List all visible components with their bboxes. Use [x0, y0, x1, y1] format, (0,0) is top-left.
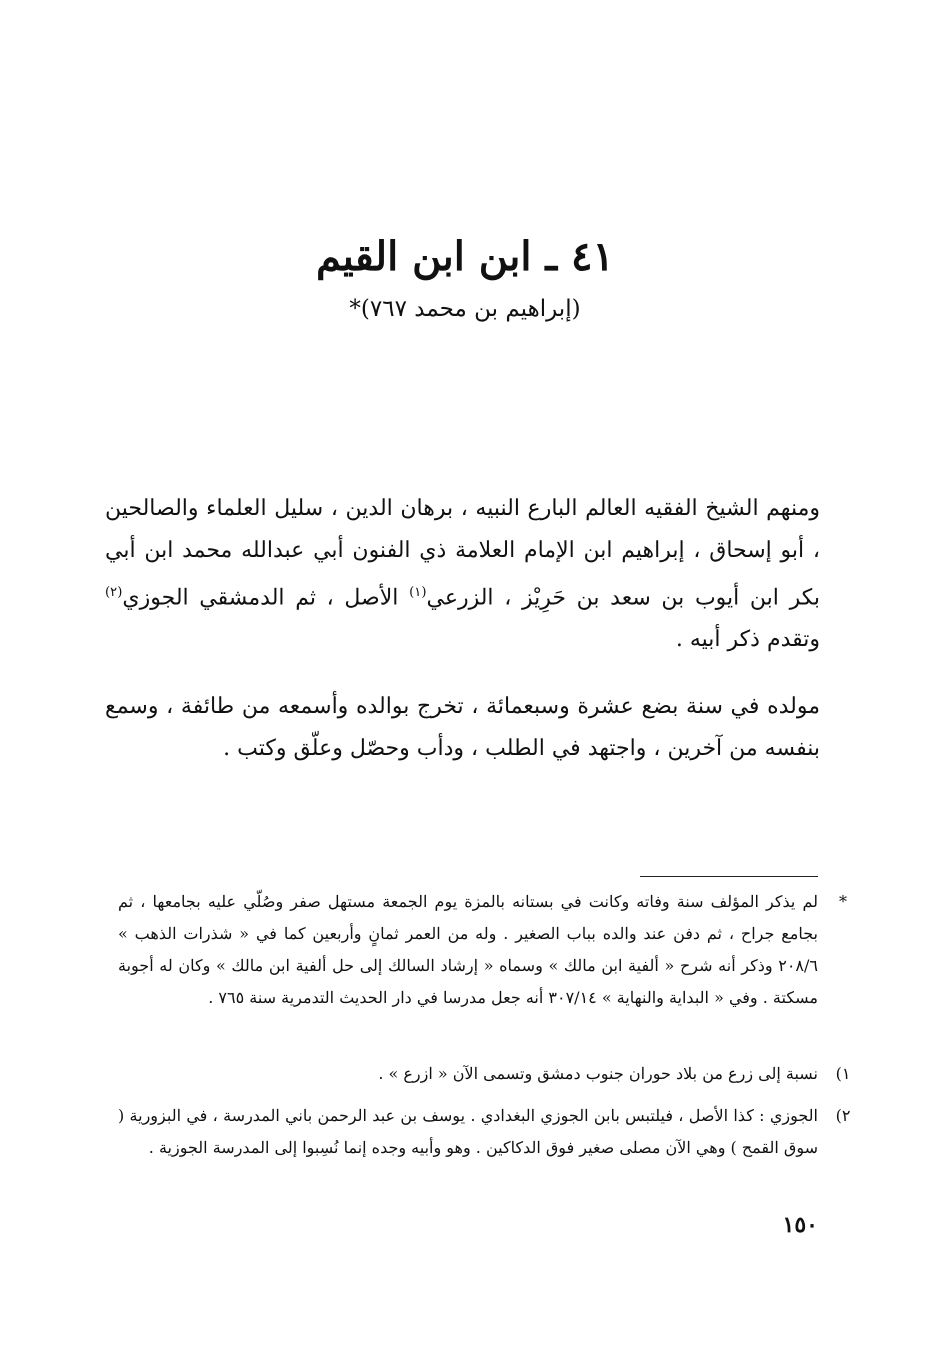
footnote-item: [118, 886, 847, 1014]
footnote-ref-2: (٢): [105, 585, 123, 600]
footnote-marker: *: [839, 892, 847, 911]
footnote-item: [118, 1058, 851, 1090]
footnote-item: [118, 1100, 851, 1164]
body-paragraph-1: [105, 488, 820, 661]
chapter-title: ٤١ ـ ابن ابن القيم: [315, 233, 614, 280]
footnote-marker: ٢): [835, 1106, 851, 1125]
footnote-text: نسبة إلى زرع من بلاد حوران جنوب دمشق وتسمى الآن « ازرع » .: [378, 1064, 818, 1083]
body-paragraph-2: مولده في سنة بضع عشرة وسبعمائة ، تخرج بوالده وأسمعه من طائفة ، وسمع بنفسه من آخرين ، واجتهد في الطلب ، ودأب وحصّل وعلّق وكتب .: [105, 694, 820, 761]
footnote-text: الجوزي : كذا الأصل ، فيلتبس بابن الجوزي البغدادي . يوسف بن عبد الرحمن باني المدرسة ، في البزورية ( سوق القمح ) وهي الآن مصلى صغير فوق الدكاكين . وهو وأبيه وجده إنما نُسِبوا إلى المدرسة الجوزية .: [118, 1106, 818, 1157]
footnote-text: لم يذكر المؤلف سنة وفاته وكانت في بستانه بالمزة يوم الجمعة مستهل صفر وصُلّي عليه بجامعها ، ثم بجامع جراح ، ثم دفن عند والده بباب الصغير . وله من العمر ثمانٍ وأربعين كما في « شذرات الذهب » ٢٠٨/٦ وذكر أنه شرح « ألفية ابن مالك » وسماه « إرشاد السالك إلى حل ألفية ابن مالك » وكان له أجوبة مسكتة . وفي « البداية والنهاية » ٣٠٧/١٤ أنه جعل مدرسا في دار الحديث التدمرية سنة ٧٦٥ .: [118, 892, 818, 1007]
footnote-ref-1: (١): [409, 585, 427, 600]
paragraph-1-text-b: الأصل ، ثم الدمشقي الجوزي: [122, 585, 410, 611]
paragraph-1-text-c: وتقدم ذكر أبيه .: [675, 627, 820, 653]
page-number: ١٥٠: [782, 1212, 818, 1238]
footnote-marker: ١): [835, 1064, 851, 1083]
footnote-divider: [640, 876, 818, 877]
paragraph-1-text-a: ومنهم الشيخ الفقيه العالم البارع النبيه ، برهان الدين ، سليل العلماء والصالحين ، أبو إسحاق ، إبراهيم ابن الإمام العلامة ذي الفنون أبي عبدالله محمد ابن أبي بكر ابن أيوب بن سعد بن حَرِيْز ، الزرعي: [105, 496, 820, 611]
chapter-subtitle: (إبراهيم بن محمد ٧٦٧)*: [349, 296, 581, 322]
